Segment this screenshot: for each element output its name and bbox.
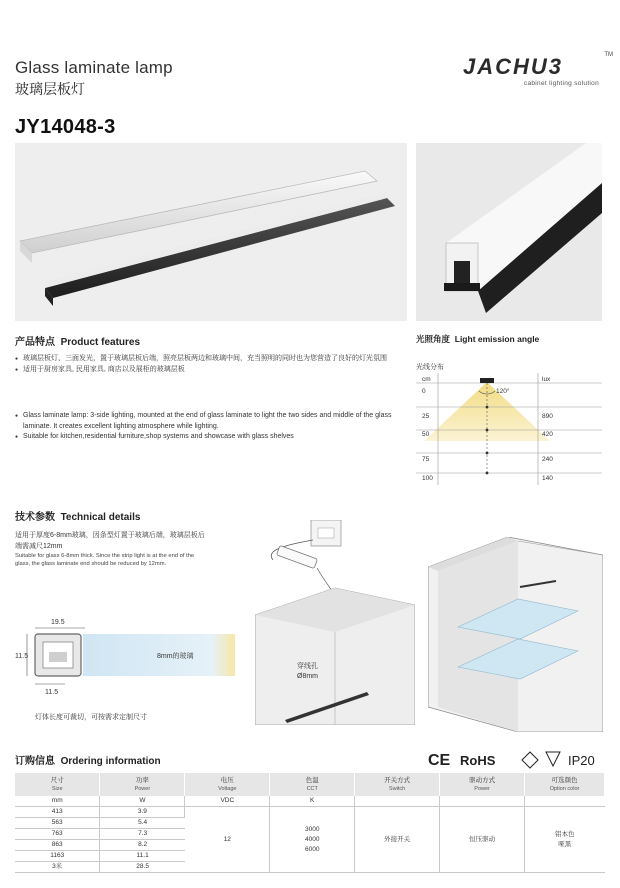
technical-heading xyxy=(15,508,140,523)
logo-trademark: TM xyxy=(604,52,613,58)
features-list-cn xyxy=(15,354,395,375)
rohs-mark: RoHS xyxy=(460,753,496,768)
column-header: 功率 Power xyxy=(100,773,185,796)
column-header: 尺寸 Size xyxy=(15,773,100,796)
features-heading-en: Product features xyxy=(60,337,141,348)
emission-angle-chart xyxy=(416,373,602,485)
feature-item: ● 适用于厨房家具, 民用家具, 商店以及展柜的玻璃层板 xyxy=(15,365,395,376)
ordering-heading xyxy=(15,752,161,767)
cabinet-drawing xyxy=(428,537,603,732)
dim-bottom: 11.5 xyxy=(45,689,59,696)
lamp-marker xyxy=(480,378,494,383)
hole-size: Ø8mm xyxy=(297,673,318,680)
unit-row: mm W VDC K xyxy=(15,796,605,807)
dim-height: 11.5 xyxy=(15,653,29,660)
emission-heading xyxy=(416,333,539,345)
unit-lux: lux xyxy=(542,376,551,383)
column-header: 色温 CCT xyxy=(270,773,355,796)
dim-width: 19.5 xyxy=(51,619,65,626)
angle-label: 120° xyxy=(496,388,510,395)
column-header: 驱动方式 Power xyxy=(440,773,525,796)
class-iii-icon xyxy=(522,752,538,768)
ip-rating: IP20 xyxy=(568,753,595,768)
driver-box xyxy=(276,545,317,568)
f-mark-icon xyxy=(546,752,560,766)
features-list-en xyxy=(15,411,395,443)
model-number: JY14048-3 xyxy=(15,116,116,138)
brand-logo xyxy=(463,54,613,92)
switch-cell: 外接开关 xyxy=(355,807,440,873)
color-cell: 铝本色 哑黑 xyxy=(525,807,605,873)
ordering-heading-en: Ordering information xyxy=(60,756,161,767)
profile-dimension-drawing xyxy=(15,612,245,702)
table-row: 413 3.9 12 3000 4000 6000 外接开关 恒压驱动 铝本色 哑黑 xyxy=(15,807,605,818)
column-header: 可选颜色 Option color xyxy=(525,773,605,796)
product-title-cn: 玻璃层板灯 xyxy=(15,81,85,97)
installation-drawing xyxy=(255,520,415,725)
unit-cm: cm xyxy=(422,376,431,383)
hole-label: 穿线孔 xyxy=(297,663,318,670)
lux-value: 420 xyxy=(542,431,553,438)
feature-item: ● Suitable for kitchen,residential furniture,shop systems and showcase with glass shelves xyxy=(15,432,395,443)
table-row: 3米 28.5 xyxy=(15,862,605,873)
driver-cell: 恒压驱动 xyxy=(440,807,525,873)
lux-value: 240 xyxy=(542,456,553,463)
table-row: 863 8.2 xyxy=(15,840,605,851)
logo-tagline: cabinet lighting solution xyxy=(523,80,599,87)
features-heading xyxy=(15,333,140,348)
column-header: 电压 Voltage xyxy=(185,773,270,796)
table-row: 563 5.4 xyxy=(15,818,605,829)
logo-wordmark: JACHU3 xyxy=(463,54,564,79)
distribution-label: 光线分布 xyxy=(416,364,444,371)
glass-label: 8mm的玻璃 xyxy=(157,653,194,660)
lamp-bars-illustration xyxy=(15,143,407,321)
distance-value: 100 xyxy=(422,475,433,482)
feature-item: ● 玻璃层板灯，三面发光，置于玻璃层板后端，照亮层板两边和玻璃中间，充当照明的同时也为您营造了良好的灯光氛围 xyxy=(15,354,395,365)
emission-heading-en: Light emission angle xyxy=(454,334,540,344)
table-row: 1163 11.1 xyxy=(15,851,605,862)
lux-value: 140 xyxy=(542,475,553,482)
product-photo-main xyxy=(15,143,407,321)
cut-to-length-note: 灯体长度可裁切，可按需求定制尺寸 xyxy=(35,714,147,721)
technical-text-en: Suitable for glass 6-8mm thick. Since the strip light is at the end of the glass, the glass laminate end should be reduced by 12mm. xyxy=(15,553,195,568)
ordering-heading-cn: 订购信息 xyxy=(15,756,55,767)
product-photo-profile xyxy=(416,143,602,321)
table-header-row xyxy=(15,773,605,796)
lamp-profile-illustration xyxy=(416,143,602,321)
distance-value: 25 xyxy=(422,413,430,420)
ordering-table xyxy=(15,773,605,873)
technical-text-cn: 适用于厚度6-8mm玻璃，因条型灯置于玻璃后端，玻璃层板后端需减尺12mm xyxy=(15,532,205,550)
ce-mark: CE xyxy=(428,752,451,769)
features-heading-cn: 产品特点 xyxy=(15,337,55,348)
certification-marks xyxy=(428,749,608,771)
column-header: 开关方式 Switch xyxy=(355,773,440,796)
technical-heading-en: Technical details xyxy=(60,512,141,523)
emission-heading-cn: 光照角度 xyxy=(416,334,451,344)
feature-item: ● Glass laminate lamp: 3-side lighting, mounted at the end of glass laminate to light the two sides and middle of the glass laminate. It creates excellent lighting atmosphere while lighting. xyxy=(15,411,395,432)
lux-value: 890 xyxy=(542,413,553,420)
distance-value: 50 xyxy=(422,431,430,438)
cct-cell: 3000 4000 6000 xyxy=(270,807,355,873)
technical-heading-cn: 技术参数 xyxy=(15,512,55,523)
table-row: 763 7.3 xyxy=(15,829,605,840)
distance-value: 75 xyxy=(422,456,430,463)
product-title-en: Glass laminate lamp xyxy=(15,58,173,77)
voltage-cell: 12 xyxy=(185,807,270,873)
distance-value: 0 xyxy=(422,388,426,395)
